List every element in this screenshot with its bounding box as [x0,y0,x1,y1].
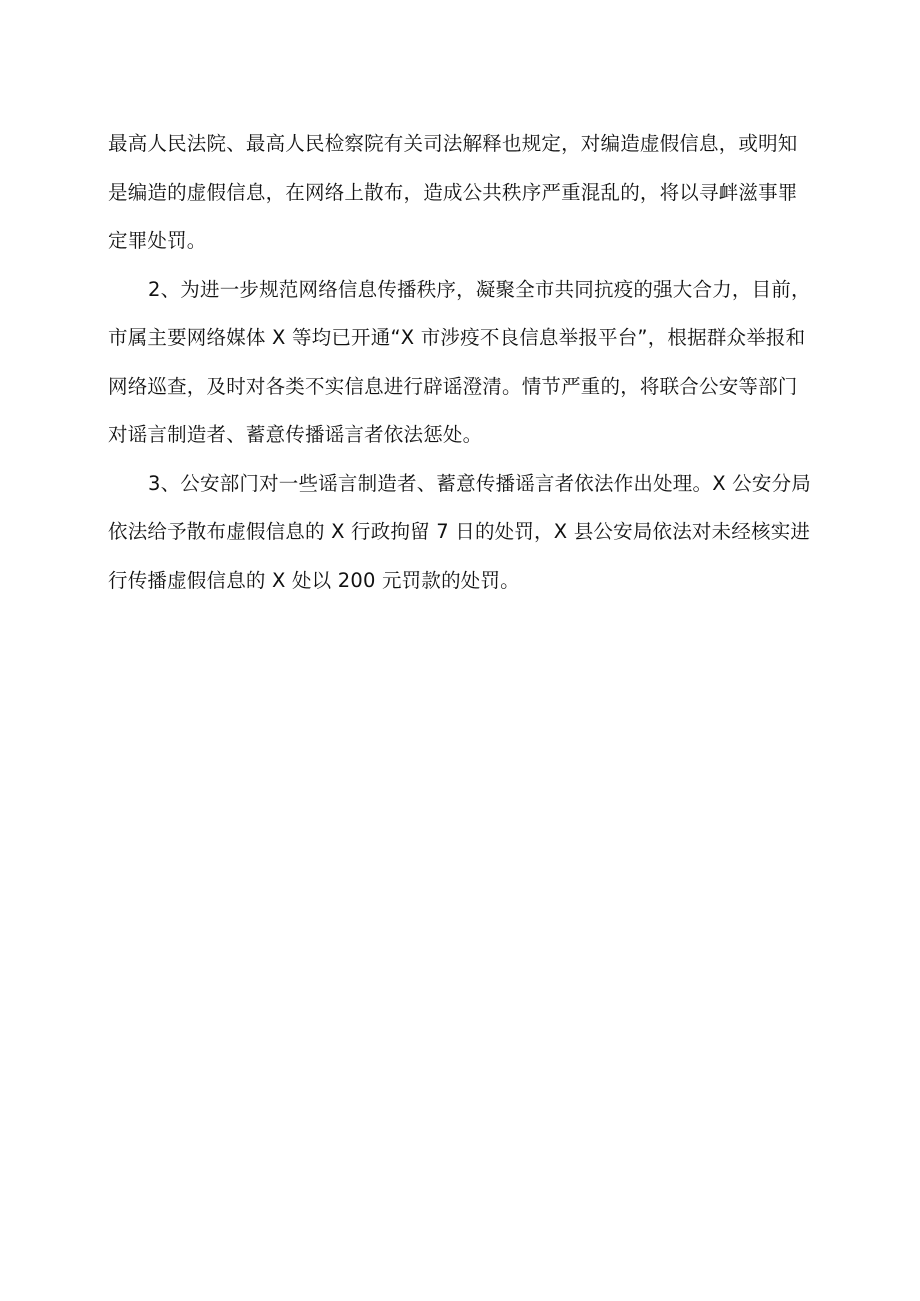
paragraph-judicial-interpretation [108,122,812,268]
paragraph-line: 依法给予散布虚假信息的 X 行政拘留 7 日的处罚，X 县公安局依法对未经核实进 [108,520,811,543]
paragraph-line: 2、为进一步规范网络信息传播秩序，凝聚全市共同抗疫的强大合力，目前， [148,277,811,301]
paragraph-line: 是编造的虚假信息，在网络上散布，造成公共秩序严重混乱的，将以寻衅滋事罪 [108,180,798,204]
paragraph-line: 对谣言制造者、蓄意传播谣言者依法惩处。 [108,423,483,446]
paragraph-line: 市属主要网络媒体 X 等均已开通“X 市涉疫不良信息举报平台”，根据群众举报和 [108,326,806,349]
paragraph-police-handling [108,462,812,608]
paragraph-line: 网络巡查，及时对各类不实信息进行辟谣澄清。情节严重的，将联合公安等部门 [108,374,798,398]
paragraph-line: 定罪处罚。 [108,229,207,252]
paragraph-reporting-platform [108,268,812,462]
document-body [108,122,812,607]
paragraph-line: 最高人民法院、最高人民检察院有关司法解释也规定，对编造虚假信息，或明知 [108,132,798,155]
paragraph-line: 行传播虚假信息的 X 处以 200 元罚款的处罚。 [108,568,520,592]
paragraph-line: 3、公安部门对一些谣言制造者、蓄意传播谣言者依法作出处理。X 公安分局 [148,471,811,495]
